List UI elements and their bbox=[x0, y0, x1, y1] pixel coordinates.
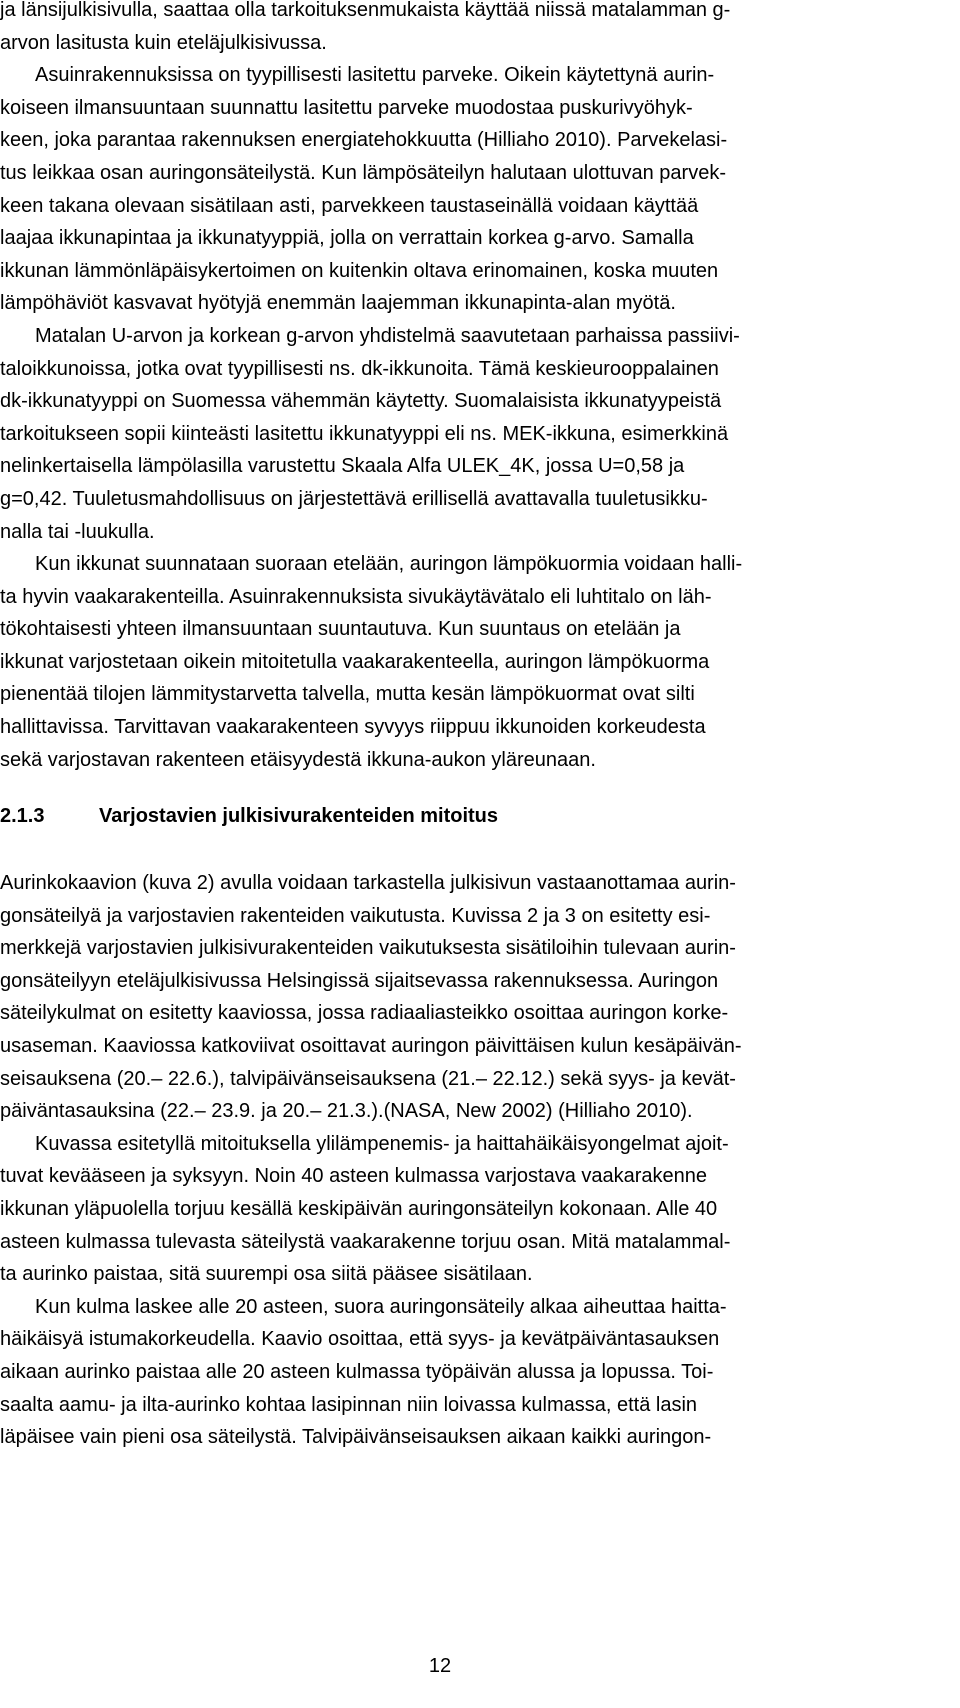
text-line: saalta aamu- ja ilta-aurinko kohtaa lasipinnan niin loivassa kulmassa, että lasin bbox=[0, 1393, 698, 1416]
text-line: Kuvassa esitetyllä mitoituksella ylilämpenemis- ja haittahäikäisyongelmat ajoit- bbox=[35, 1132, 729, 1155]
text-line: seisauksena (20.– 22.6.), talvipäivänseisauksena (21.– 22.12.) sekä syys- ja kevät- bbox=[0, 1067, 736, 1090]
body-text-top bbox=[0, 0, 960, 776]
text-line: asteen kulmassa tulevasta säteilystä vaakarakenne torjuu osan. Mitä matalammal- bbox=[0, 1230, 731, 1253]
text-line: sekä varjostavan rakenteen etäisyydestä ikkuna-aukon yläreunaan. bbox=[0, 748, 596, 771]
section-number: 2.1.3 bbox=[0, 805, 45, 827]
text-line: usaseman. Kaaviossa katkoviivat osoittavat auringon päivittäisen kulun kesäpäivän- bbox=[0, 1034, 742, 1057]
text-line: päiväntasauksina (22.– 23.9. ja 20.– 21.3.).(NASA, New 2002) (Hilliaho 2010). bbox=[0, 1100, 693, 1123]
text-line: ta hyvin vaakarakenteilla. Asuinrakennuksista sivukäytävätalo eli luhtitalo on läh- bbox=[0, 585, 712, 608]
text-line: taloikkunoissa, jotka ovat tyypillisesti ns. dk-ikkunoita. Tämä keskieurooppalainen bbox=[0, 357, 719, 380]
text-line: ta aurinko paistaa, sitä suurempi osa siitä pääsee sisätilaan. bbox=[0, 1263, 533, 1286]
text-line: gonsäteilyä ja varjostavien rakenteiden vaikutusta. Kuvissa 2 ja 3 on esitetty esi- bbox=[0, 904, 711, 927]
page-number-text: 12 bbox=[428, 1655, 452, 1677]
text-line: pienentää tilojen lämmitystarvetta talvella, mutta kesän lämpökuormat ovat silti bbox=[0, 683, 695, 706]
text-line: Matalan U-arvon ja korkean g-arvon yhdistelmä saavutetaan parhaissa passiivi- bbox=[35, 324, 740, 347]
text-line: Aurinkokaavion (kuva 2) avulla voidaan tarkastella julkisivun vastaanottamaa aurin- bbox=[0, 872, 736, 894]
text-line: keen, joka parantaa rakennuksen energiatehokkuutta (Hilliaho 2010). Parvekelasi- bbox=[0, 129, 728, 152]
text-line: hallittavissa. Tarvittavan vaakarakenteen syvyys riippuu ikkunoiden korkeudesta bbox=[0, 716, 706, 739]
text-line: laajaa ikkunapintaa ja ikkunatyyppiä, jolla on verrattain korkea g-arvo. Samalla bbox=[0, 227, 694, 250]
text-line: gonsäteilyyn eteläjulkisivussa Helsingissä sijaitsevassa rakennuksessa. Auringon bbox=[0, 969, 719, 992]
text-line: aikaan aurinko paistaa alle 20 asteen kulmassa työpäivän alussa ja lopussa. Toi- bbox=[0, 1360, 714, 1383]
text-line: Kun kulma laskee alle 20 asteen, suora auringonsäteily alkaa aiheuttaa haitta- bbox=[35, 1295, 727, 1318]
text-line: dk-ikkunatyyppi on Suomessa vähemmän käytetty. Suomalaisista ikkunatyypeistä bbox=[0, 390, 722, 413]
text-line: keen takana olevaan sisätilaan asti, parvekkeen taustaseinällä voidaan käyttää bbox=[0, 194, 699, 217]
text-line: nelinkertaisella lämpölasilla varustettu Skaala Alfa ULEK_4K, jossa U=0,58 ja bbox=[0, 455, 685, 478]
text-line: lämpöhäviöt kasvavat hyötyjä enemmän laajemman ikkunapinta-alan myötä. bbox=[0, 292, 676, 315]
text-line: nalla tai -luukulla. bbox=[0, 520, 155, 543]
text-line: ikkunat varjostetaan oikein mitoitetulla vaakarakenteella, auringon lämpökuorma bbox=[0, 650, 710, 673]
text-line: säteilykulmat on esitetty kaaviossa, jossa radiaaliasteikko osoittaa auringon korke- bbox=[0, 1002, 729, 1025]
text-line: tuvat kevääseen ja syksyyn. Noin 40 asteen kulmassa varjostava vaakarakenne bbox=[0, 1165, 708, 1188]
text-line: merkkejä varjostavien julkisivurakenteiden vaikutuksesta sisätiloihin tulevaan aurin- bbox=[0, 937, 736, 960]
text-line: tarkoitukseen sopii kiinteästi lasitettu ikkunatyyppi eli ns. MEK-ikkuna, esimerkkinä bbox=[0, 422, 729, 445]
section-title: Varjostavien julkisivurakenteiden mitoitus bbox=[99, 805, 499, 827]
text-line: tus leikkaa osan auringonsäteilystä. Kun lämpösäteilyn halutaan ulottuvan parvek- bbox=[0, 161, 726, 184]
text-line: häikäisyä istumakorkeudella. Kaavio osoittaa, että syys- ja kevätpäiväntasauksen bbox=[0, 1328, 720, 1351]
body-text-bottom bbox=[0, 867, 960, 1454]
text-line: ikkunan yläpuolella torjuu kesällä keskipäivän auringonsäteilyn kokonaan. Alle 40 bbox=[0, 1197, 718, 1220]
text-line: läpäisee vain pieni osa säteilystä. Talvipäivänseisauksen aikaan kaikki auringon- bbox=[0, 1426, 712, 1449]
page-number bbox=[0, 1650, 960, 1682]
text-line: tökohtaisesti yhteen ilmansuuntaan suuntautuva. Kun suuntaus on etelään ja bbox=[0, 618, 681, 641]
text-line: arvon lasitusta kuin eteläjulkisivussa. bbox=[0, 31, 327, 54]
text-line: koiseen ilmansuuntaan suunnattu lasitettu parveke muodostaa puskurivyöhyk- bbox=[0, 96, 693, 119]
text-line: g=0,42. Tuuletusmahdollisuus on järjestettävä erillisellä avattavalla tuuletusikku- bbox=[0, 487, 708, 510]
text-line: ikkunan lämmönläpäisykertoimen on kuitenkin oltava erinomainen, koska muuten bbox=[0, 259, 719, 282]
text-line: Kun ikkunat suunnataan suoraan etelään, auringon lämpökuormia voidaan halli- bbox=[35, 553, 743, 576]
text-line: Asuinrakennuksissa on tyypillisesti lasitettu parveke. Oikein käytettynä aurin- bbox=[35, 64, 715, 87]
text-line: ja länsijulkisivulla, saattaa olla tarkoituksenmukaista käyttää niissä matalamman g- bbox=[0, 0, 731, 21]
